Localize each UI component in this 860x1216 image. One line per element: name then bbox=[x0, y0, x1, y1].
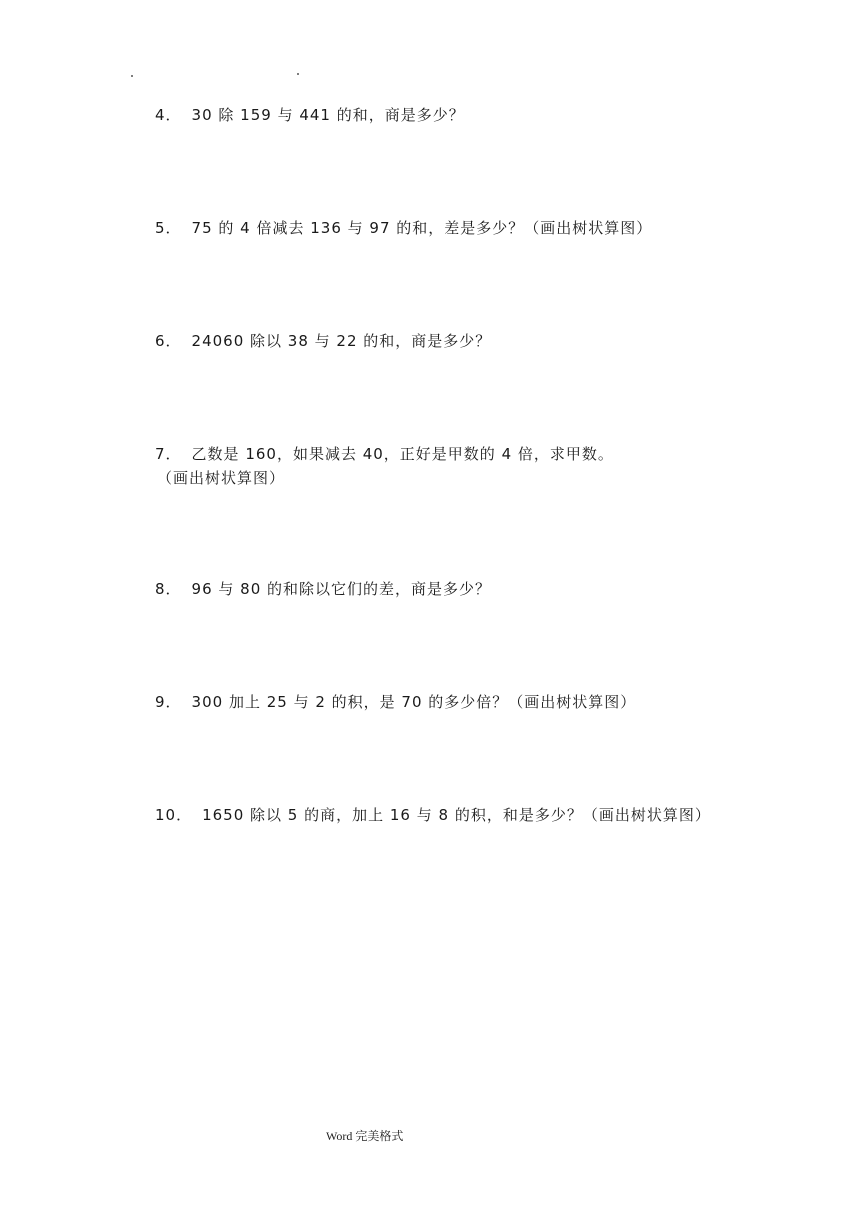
question-number: 5． bbox=[155, 219, 182, 237]
page-footer: Word 完美格式 bbox=[326, 1129, 404, 1143]
question-text: 300 加上 25 与 2 的积，是 70 的多少倍？（画出树状算图） bbox=[191, 693, 637, 711]
question-number: 4． bbox=[155, 106, 182, 124]
question-8 bbox=[155, 577, 491, 601]
question-number: 6． bbox=[155, 332, 182, 350]
question-4 bbox=[155, 103, 465, 127]
question-6 bbox=[155, 329, 491, 353]
question-number: 8． bbox=[155, 580, 182, 598]
question-number: 7． bbox=[155, 445, 182, 463]
question-text: 75 的 4 倍减去 136 与 97 的和，差是多少？（画出树状算图） bbox=[191, 219, 653, 237]
header-mark bbox=[131, 75, 133, 77]
question-text: 24060 除以 38 与 22 的和，商是多少？ bbox=[191, 332, 492, 350]
question-text: 96 与 80 的和除以它们的差，商是多少？ bbox=[191, 580, 492, 598]
question-number: 10． bbox=[155, 806, 193, 824]
question-10 bbox=[155, 803, 711, 827]
question-9 bbox=[155, 690, 636, 714]
question-number: 9． bbox=[155, 693, 182, 711]
question-continuation: （画出树状算图） bbox=[157, 469, 286, 487]
question-5 bbox=[155, 216, 652, 240]
question-text: 乙数是 160，如果减去 40，正好是甲数的 4 倍，求甲数。 bbox=[191, 445, 614, 463]
question-7 bbox=[155, 442, 614, 490]
header-mark bbox=[297, 73, 299, 75]
question-text: 1650 除以 5 的商，加上 16 与 8 的积，和是多少？（画出树状算图） bbox=[202, 806, 711, 824]
question-text: 30 除 159 与 441 的和，商是多少？ bbox=[191, 106, 465, 124]
